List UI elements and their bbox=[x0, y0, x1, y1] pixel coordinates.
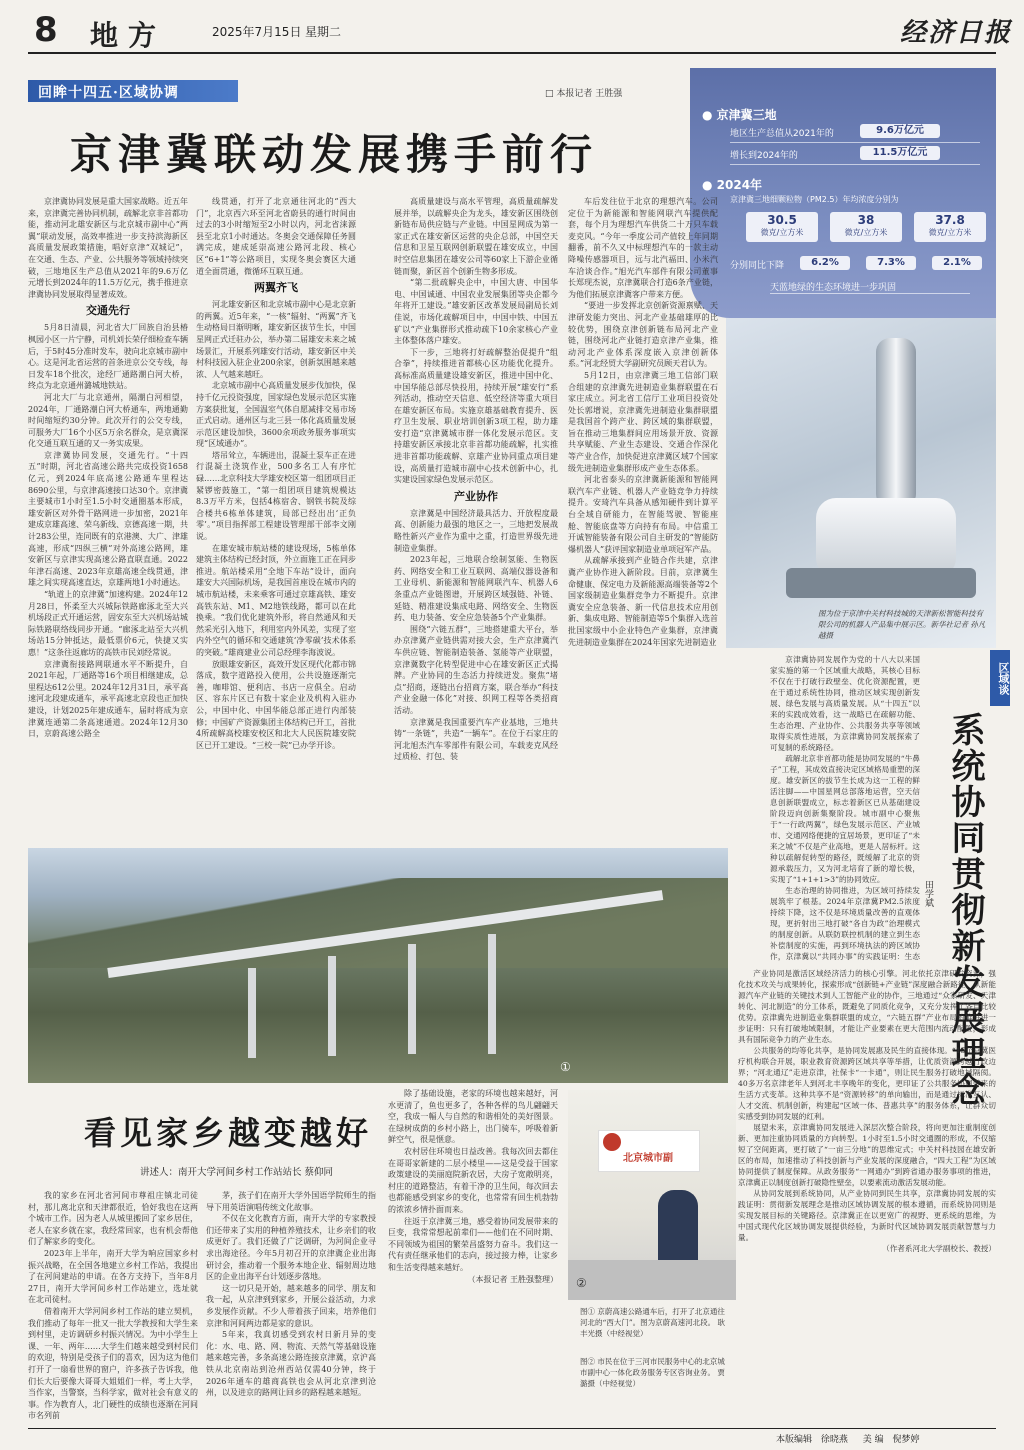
infobox-row1: 地区生产总值从2021年的 9.6万亿元 bbox=[730, 126, 980, 143]
photo-service-center bbox=[568, 1090, 736, 1300]
paragraph: 2023年上半年，南开大学为响应国家乡村振兴战略，在全国各地建立乡村工作站，我提出了在河间建站的申请。在各方支持下，当年8月27日，南开大学河间乡村工作站建立，选址就在北司徒村。 bbox=[28, 1248, 198, 1305]
infobox bbox=[690, 68, 996, 318]
viaduct-pillar bbox=[248, 968, 256, 1058]
commentary-col-top bbox=[770, 654, 920, 962]
paragraph: 从疏解承接到产业链合作共建，京津冀产业协作进入新阶段。目前，京津冀生命健康、保定电力及新能源高端装备等2个国家级制造业集群竞争力不断提升。京津冀安全应急装备、新一代信息技术应用创新、集成电路、智能制造等5个集群入选首批国家级中小企业特色产业集群，京津冀先进制造业集群在2024年国家先进制造业 bbox=[568, 556, 718, 647]
article-col-3 bbox=[394, 196, 558, 844]
masthead bbox=[0, 0, 1024, 52]
drop-value-1: 6.2% bbox=[800, 256, 850, 270]
feature-col-1 bbox=[28, 1190, 198, 1424]
issue-date: 2025年7月15日 bbox=[212, 25, 302, 39]
viaduct-pillar bbox=[328, 956, 336, 1056]
paragraph: 塔吊耸立，车辆进出，混凝土泵车正在进行混凝土浇筑作业，500多名工人有序忙碌……北京科技大学雄安校区第一组团项目正紧锣密鼓施工，“第一组团项目建筑规模达8.3万平方米，包括4栋宿舍、钢铁书院及综合楼共6栋单体建筑，局部已经出出‘正负零’。”项目指挥部工程建设管理部干部李文刚说。 bbox=[196, 450, 356, 542]
feature-col-3 bbox=[388, 1088, 558, 1424]
paragraph: 不仅在文化教育方面，南开大学的专家教授们还带来了实用的种植养殖技术，让乡亲们的收成更好了。我们还做了广泛调研，为河间企业寻求出海途径。今年5月初召开的京津冀企业出海研讨会，推动着一个服务本地企业、辐射周边地区的企业出海平台计划逐步落地。 bbox=[206, 1214, 376, 1282]
paragraph: “第二批疏解央企中，中国大唐、中国华电、中国诚通、中国农业发展集团等央企都今年将开工建设。”雄安新区改革发展局副局长刘佳说，市场化疏解项目中，中国中铁、中国五矿以“产业集群形式推动疏下10余家核心产业主体整体落户雄安。 bbox=[394, 278, 558, 346]
counter-desk bbox=[568, 1260, 736, 1300]
issue-weekday: 星期二 bbox=[305, 25, 342, 39]
paragraph: 公共服务的均等化共享，是协同发展惠及民生的直接体现。“15个京冀医疗机构联合开展，职业教育资源跨区域共享等举措，让优质资源跨越行政边界；“河北通辽”走进京津，社保卡“一卡通”，则让民生服务打破地域隔阂。40多万名京津老年人到河北丰享晚年的变化，更印证了公共服务协同带来的生活方式变革。这种共享不是“资源转移”的单向输出，而是通过标准互认、人才交流、机制创新，构建起“区域一体、普惠共享”的服务体系，让群众切实感受到协同发展的红利。 bbox=[738, 1046, 996, 1121]
paragraph: 我的家乡在河北省河间市尊祖庄镇北司徒村，那儿离北京和天津都很近，恰好我也在这两个城市工作。因为老人从城里搬回了家乡居住，老人在家乡就在家，我经常回家，也有机会帮他们了解家乡的变化。 bbox=[28, 1191, 198, 1247]
paragraph: 产业协同是激活区域经济活力的核心引擎。河北依托京津研发资源，强化技术攻关与成果转化，探索形成“创新链+产业链”深度融合新路径。从新能源汽车产业链的关键技术到人工智能产业的协作，三地通过“众家研发、天津转化、河北制造”的分工体系，既避免了同质化竞争，又充分发挥了各自比较优势。京津冀先进制造业集群联盟的成立，“六链五群”产业布局的推进进一步证明：只有打破地域限制，才能让产业要素在更大范围内流动配置，形成具有国际竞争力的产业生态。 bbox=[738, 969, 996, 1044]
paragraph: 下一步，三地将打好疏解整治促提升“组合拳”，持续推进首都核心区功能优化提升。高标准高质量建设雄安新区，推进中国中化、中国华能总部尽快投用，持续开展“雄安行”系列活动，推动空天信息、低空经济等重大项目在雄安新区布局。实施京雄基础教育提升、医疗卫生发展、职业培训创新3项工程，助力雄安打造“京津冀城市群一体化发展示范区。支持雄安新区承接北京非首都功能疏解，扎实推进非首都功能疏解、京雄产业协同重点项目建设，高质量打造城市副中心技术创新中心，扎实建设国家绿色发展示范区。 bbox=[394, 347, 558, 485]
paragraph: 农村居住环境也日益改善。我每次回去都住在哥哥家新建的二层小楼里——这是受益于国家政策建设的美丽庭院新农居，大房子宽敞明亮，村庄的道路整洁，有着干净的卫生间，每次回去也都能感受到家乡的变化，也常常有回生机勃勃的浓浓乡情扑面而来。 bbox=[388, 1146, 558, 1214]
series-tag bbox=[28, 80, 238, 102]
feature-headline: 看见家乡越变越好 bbox=[84, 1114, 373, 1152]
paragraph: 河北省泰头的京津冀新能源和智能网联汽车产业链、机器人产业链竞争力持续提升。安琦汽车具备从感知硬件到计算平台全域自研能力，在智能驾驶、智能座舱、智能底盘等方向持有布局。中信重工开诚智能装备有限公司自主研发的“智能防爆机器人”获评国家制造业单项冠军产品。 bbox=[568, 475, 718, 554]
byline-text: 本报记者 王胜强 bbox=[556, 89, 623, 99]
paragraph: 京津冀是中国经济最具活力、开放程度最高、创新能力最强的地区之一，三地把发展战略性新兴产业作为重中之重，打造世界级先进制造业集群。 bbox=[394, 508, 558, 553]
paragraph: 在雄安城市航站楼的建设现场，5栋单体建筑主体结构已经封顶，外立面施工正在同步推进。航站楼采用“全地下车站”设计，面向雄安大兴国际机场，是我国首座设在城市内的城市航站楼，未来乘客可通过京雄高铁、雄安高铁东站、M1、M2地铁线路，都可以在此换乘。“我们优化建筑外形，将自然通风和天然采光引入地下，利用室内外风差，实现了室内外空气的循环和交通建筑‘净零碳’技术体系的突破。”雄商建业公司总经理李海波说。 bbox=[196, 543, 356, 657]
robot-base-shape bbox=[786, 568, 976, 598]
paragraph: 围绕“六链五群”，三地搭建重大平台，举办京津冀产业链供需对接大会，生产京津冀汽车供应链、智能制造装备、氢能等产业联盟，京津冀数字化转型促进中心在雄安新区正式揭牌。产业协同的生态活力持续迸发。聚焦“堵点”招商，逐链出台招商方案，联合举办“科技产业金融一体化”对接、织网工程等各类招商活动。 bbox=[394, 624, 558, 715]
paragraph: 展望未来，京津冀协同发展进入深层次整合阶段，将向更加注重制度创新、更加注重协同质量的方向转型。1小时至1.5小时交通圈的形成，不仅缩短了空间距离，更打破了“一亩三分地”的思维定式；中关村科技园在雄安新区的布局，加速推动了科技创新与产业发展的深度融合，“四大工程”为区域协同提供了制度保障。从政务服务“一网通办”到跨省通办服务事项的推进，京津冀正以制度创新打破隐性壁垒，以要素流动激活发展动能。 bbox=[738, 1123, 996, 1187]
infobox-footer: 天蓝地绿的生态环境进一步巩固 bbox=[770, 280, 970, 294]
paragraph: “轨道上的京津冀”加速构建。2024年12月28日，怀柔至大兴城际铁路廊涿北至大兴机场段正式开通运营，固安东至大兴机场站城际铁路联络线同步开通。“廊涿北站至大兴机场站15分钟抵达，最低票价6元，快捷又实惠！”这条往返廊坊的高铁市民刘经常说。 bbox=[28, 590, 188, 657]
paragraph: 往返于京津冀三地，感受着协同发展带来的巨变，我常常想起前辈们——他们在不同时期、不同领域为祖国的繁荣昌盛努力奋斗。我们这一代有责任继承他们的志向，接过接力棒，让家乡和生活变得越来越好。 bbox=[388, 1216, 558, 1272]
paragraph: 京津冀衔接路网联通水平不断提升，自2021年起，厂通路等16个项目相继建成，总里程达612公里。2024年12月31日，承平高速河北段建成通车，承平高速北京段也正加快建设，计划2025年建成通车，届时将成为京津冀连通第二条高速通道。2024年12月30日，京蔚高速公路全 bbox=[28, 659, 188, 739]
photo2-caption: 图① 京蔚高速公路通车后，打开了北京通往河北的“西大门”。图为京蔚高速河北段。 耿丰光摄（中经视觉） bbox=[580, 1307, 726, 1338]
subheading: 两翼齐飞 bbox=[254, 281, 298, 295]
infobox-title: ● 京津冀三地 bbox=[702, 108, 777, 122]
byline bbox=[545, 86, 622, 99]
commentary-tag: 区域谈 bbox=[990, 650, 1010, 706]
paragraph: 2023年起，三地联合绘制氢能、生物医药、网络安全和工业互联网、高端仪器设备和工业母机、新能源和智能网联汽车、机器人6条重点产业链图谱，开展跨区域强链、补链、延链、精准建设集成电路、网络安全、生物医药、电力装备、安全应急装备5个产业集群。 bbox=[394, 555, 558, 623]
paragraph: 5年来，我真切感受到农村日新月异的变化：水、电、路、网、物流、天然气等基础设施越来越完善，多条高速公路连接京津冀，京沪高铁从北京南站到沧州西站仅需40分钟，终于2026年通车的雄商高铁也会从河北京津到沧州，以及进京的路网让回乡的路程越来越短。 bbox=[206, 1330, 376, 1398]
paragraph: 河北大厂与北京通州，隔潮白河相望，2024年，厂通路潮白河大桥通车，两地通勤时间缩短约30分钟。此次开行的公交专线，可服务大厂16个小区5万余名群众，是京冀深化交通互联互通的又一务实成果。 bbox=[28, 392, 188, 449]
viaduct-pillar bbox=[488, 934, 496, 1054]
commentary-author: 田学斌 bbox=[923, 880, 933, 907]
paragraph: “要进一步发挥北京创新资源禀赋、天津研发能力突出、河北产业基础雄厚的比较优势，围绕京津创新链布局河北产业链，围绕河北产业链打造京津产业集，推动河北产业体系深度嵌入京津创新体系。”河北经贸大学副研究员顾天君认为。 bbox=[568, 301, 718, 369]
drop-value-2: 7.3% bbox=[866, 256, 916, 270]
pm-value-3: 37.8 微克/立方米 bbox=[914, 212, 986, 242]
paragraph: 京津冀是我国重要汽车产业基地，三地共铸“一条链”，共造“一辆车”。在位于石家庄的河北旭杰汽车零部件有限公司，车载麦克风经过质检、打包、装 bbox=[394, 717, 558, 762]
logo-mark bbox=[603, 1133, 621, 1151]
page-number: 8 bbox=[34, 10, 58, 50]
article-col-1 bbox=[28, 196, 188, 844]
paragraph: 生态治理的协同推进，为区域可持续发展筑牢了根基。2024年京津冀PM2.5浓度持续下降，这不仅是环境质量改善的直观体现，更折射出三地打破“各自为政”治理模式的制度创新。从联防联控机制的建立到生态补偿制度的实施，再到环境执法的跨区域协作，京津冀以“共同办事”的实践证明：生态 bbox=[770, 886, 920, 961]
subheading: 产业协作 bbox=[454, 489, 498, 503]
paragraph: 河北雄安新区和北京城市副中心是北京新的两翼。近5年来，“一核”辐射、“两翼”齐飞生动格局日渐明晰，雄安新区拔节生长，中国星网正式迁驻办公，举办第二届雄安未来之城场景汇，开展系列雄安行活动，雄安新区中关村科技园入驻企业200余家，创新氛围越来越浓、人气越来越旺。 bbox=[196, 300, 356, 379]
article-col-2 bbox=[196, 196, 356, 844]
logo-sign bbox=[598, 1130, 700, 1172]
photo1-caption: 图为位于京津中关村科技城的天津新松智能科技有限公司的机器人产品集中展示区。新华社记者 孙凡越摄 bbox=[818, 609, 986, 640]
paragraph: 疏解北京非首都功能是协同发展的“牛鼻子”工程，其成效直接决定区域格局重塑的深度。雄安新区的拔节生长成为这一工程的鲜活注脚——中国星网总部落地运营，空天信息创新联盟成立，标志着新区已从基础建设阶段迈向创新集聚阶段。城市副中心聚焦于“一行政两翼”，绿色发展示范区、产业城市、交通网络便捷的宜居场景，更印证了“未来之城”不仅是产业高地，更是人居标杆。这种以疏解促转型的路径，既缓解了北京的资源承载压力，又为河北培育了新的增长极，实现了“1+1+1>3”的协同效应。 bbox=[770, 754, 920, 884]
photo3-marker: ② bbox=[576, 1276, 587, 1290]
paragraph: 借着南开大学河间乡村工作站的建立契机，我们推动了每年一批又一批大学教授和大学生来到村里，走访调研乡村振兴情况。为中小学生上课、一年、两年……大学生们越来越受到村民们的欢迎，特别是受孩子们的喜欢，因为这为他们打开了一扇看世界的窗户，许多孩子告诉我，他们长大后要像大哥哥大姐姐们一样，考上大学，当作家，当警察，当科学家，做对社会有意义的事。作为教育人，北门硬性的成绩也逐渐在河间市名列前 bbox=[28, 1306, 198, 1421]
dot-icon: ● bbox=[702, 178, 717, 192]
byline-box-icon: □ bbox=[545, 89, 557, 99]
masthead-rule bbox=[28, 52, 996, 54]
paragraph: 5月8日清晨，河北省大厂回族自治县椿枫园小区一片宁静，司机刘长荣仔细检查车辆后，于5时45分准时发车，驶向北京城市副中心。这是河北省运营的首条进京公交专线，每日发车18个批次，途经厂通路潮白河大桥，终点为北京通州潞城地铁站。 bbox=[28, 323, 188, 391]
paragraph: 放眼雄安新区，高效开发区现代化都市锦落成，数字道路投入使用，公共设施逐渐完善，咖啡馆、便利店、书店一应俱全。启动区、容东片区已有数十家企业及机构入驻办公，中国中化、中国华能总部正进行内部装修；中国矿产资源集团主体结构已开工，首批4所疏解高校雄安校区和北大人民医院雄安院区已开工建设。“三校一院”已办学开诊。 bbox=[196, 659, 356, 750]
infobox-row2: 增长到2024年的 11.5万亿元 bbox=[730, 148, 980, 165]
commentary-col-bottom bbox=[738, 968, 996, 1420]
paragraph: 京津冀协同发展是重大国家战略。近五年来，京津冀完善协同机制，疏解北京非首都功能，推动河北雄安新区与北京城市副中心“两翼”联动发展，高效率推进一步支持滨海新区高质量发展政策措施，唱好京津“双城记”，在交通、生态、产业、公共服务等领域持续突破，三地地区生产总值从2021年的9.6万亿元增长到2024年的11.5万亿元，携手推进京津冀协同发展取得显著成效。 bbox=[28, 197, 188, 299]
paragraph: 除了基础设施，老家的环境也越来越好，河水更清了，鱼也更多了，各种各样的鸟儿翩翩天空，我成一幅人与自然的和谐相处的美好图景。在绿树成荫的乡村小路上，出门骑车，呼吸着新鲜空气，很是惬意。 bbox=[388, 1089, 558, 1145]
paragraph: 北京城市副中心高质量发展步伐加快，保持千亿元投资强度，国家绿色发展示范区实施方案获批复，全国温室气体自愿减排交易市场正式启动。通州区与北三县一体化高质量发展示范区建设加快，3600余项政务服务事项实现“区域通办”。 bbox=[196, 381, 356, 449]
paragraph: 京津冀协同发展作为党的十八大以来国家实施的第一个区域重大战略，其核心目标不仅在于打破行政壁垒、优化资源配置，更在于通过系统性协同，推动区域实现创新发展、绿色发展与高质量发展。从“十四五”以来的实践成效看，这一战略已在疏解功能、生态治理、产业协作、公共服务共享等领域取得实质性进展，为京津冀协同发展探索了可复制的系统路径。 bbox=[770, 655, 920, 752]
paragraph: 从协同发展到系统协同，从产业协同到民生共享，京津冀协同发展的实践证明：贯彻新发展理念是推动区域协调发展的根本遵循，而系统协同则是实现发展目标的关键路径。京津冀正在以更宽广的视野、更系统的思维，为中国式现代化区域协调发展提供经验，为新时代区域协调发展贡献智慧与力量。 bbox=[738, 1189, 996, 1242]
section-title: 地方 bbox=[90, 19, 167, 52]
staff-figure bbox=[658, 1190, 698, 1270]
footer-rule bbox=[28, 1428, 996, 1429]
commentary-title: 系统协同贯彻新发展理念 bbox=[945, 712, 985, 1108]
pm-value-1: 30.5 微克/立方米 bbox=[746, 212, 818, 242]
paper-logo: 经济日报 bbox=[900, 18, 1013, 48]
feature-note: （本报记者 王胜强整理） bbox=[467, 1274, 558, 1284]
paragraph: 茅，孩子们在南开大学外国语学院师生的指导下用英语演唱传统文化故事。 bbox=[206, 1191, 376, 1212]
pm-value-2: 38 微克/立方米 bbox=[830, 212, 902, 242]
paragraph: 京津冀协同发展，交通先行。“十四五”时期，河北省高速公路共完成投资1658亿元，到2024年底高速公路通车里程达8690公里，与京津高速接口达30个。京津冀主要城市1小时至1.5小时交通圈基本形成，雄安新区对外骨干路网进一步加密，2021年建成京雄高速、荣乌新线、京德高速一期，共计283公里，连同既有的京港澳、大广、津雄高速，形成“四纵三横”对外高速公路网，雄安新区与京津实现高速公路直联直通。2022年津石高速、2023年京雄高速全线贯通，津雄之间实现高速直达，京雄两地1小时通达。 bbox=[28, 450, 188, 588]
paragraph: 线贯通，打开了北京通往河北的“西大门”，北京西六环至河北省蔚县的通行时间由过去的3小时缩短至2小时以内，河北省涞源县至北京1小时通达。冬奥会交通保障任务圆满完成，建成延崇高速公路河北段、核心区“6+1”等公路项目，实现冬奥会赛区大通道全面贯通，微循环互联互通。 bbox=[196, 197, 356, 276]
viaduct-pillar bbox=[408, 944, 416, 1054]
infobox-pm-label: 京津冀三地细颗粒物（PM2.5）年均浓度分别为 bbox=[730, 195, 899, 204]
photo-highway bbox=[28, 848, 728, 1083]
headline: 京津冀联动发展携手前行 bbox=[70, 130, 599, 179]
mountain-shape bbox=[28, 878, 728, 968]
photo3-caption: 图② 市民在位于三河市民服务中心的北京城市副中心一体化政务服务专区咨询业务。 贾 潞摄（中经视觉） bbox=[580, 1357, 725, 1388]
infobox-drop-label: 分别同比下降 bbox=[730, 261, 785, 271]
series-tag-text: 回眸十四五·区域协调 bbox=[38, 85, 179, 101]
subheading: 交通先行 bbox=[86, 304, 130, 318]
feature-col-2 bbox=[206, 1190, 376, 1424]
paragraph: 5月12日，由京津冀三地工信部门联合组建的京津冀先进制造业集群联盟在石家庄成立。河北省工信厅工业项目投资处处长郭增说，京津冀先进制造业集群联盟是我国首个跨产业、跨区域的集群联盟，旨在推动三地集群间应用场景开放、资源共享赋能、产业生态建设、交通合作深化等产业合作，加快促进京津冀区域7个国家级先进制造业集群形成产业生态体系。 bbox=[568, 370, 718, 473]
robot-arm-shape bbox=[876, 338, 916, 508]
sign-text: 北京城市副 bbox=[623, 1153, 673, 1164]
drop-value-3: 2.1% bbox=[932, 256, 982, 270]
footer-credits: 本版编辑 徐晓燕 美 编 倪梦婷 bbox=[776, 1435, 920, 1445]
feature-byline: 讲述人：南开大学河间乡村工作站站长 蔡仰同 bbox=[140, 1167, 334, 1178]
article-col-4 bbox=[568, 196, 718, 844]
robot-head-shape bbox=[816, 498, 956, 578]
author-note: （作者系河北大学副校长、教授） bbox=[882, 1244, 996, 1253]
paragraph: 高质量建设与高水平管理，高质量疏解发展并举，以疏解央企为龙头，雄安新区围绕创新链布局供应链与产业链。中国星网成为第一家正式在雄安新区运营的央企总部，中国空天信息和卫星互联网创新联盟在雄安成立，中国时空信息集团在雄安公司等60家上下游企业循链而聚，新区首个创新生物多形成。 bbox=[394, 197, 558, 276]
dot-icon: ● bbox=[702, 108, 717, 122]
photo-robot-products bbox=[726, 318, 996, 648]
paragraph: 这一切只是开始，越来越多的同学、朋友和我一起，从京津到到家乡，开展公益活动，力求乡发展作贡献。不少人带着孩子回来，培养他们京津和河间两边都是家的意识。 bbox=[206, 1283, 376, 1328]
paragraph: 车后发往位于北京的理想汽车。公司定位于为新能源和智能网联汽车提供配套，每个月为理想汽车供货二十万只车载麦克风。“今年一季度公司产值较上年同期翻番，前不久又中标理想汽车的一款主动降噪传感器项目，远与北汽福田、小米汽车洽谈合作。”旭光汽车部件有限公司董事长郑现杰说，京津冀联合打造6条产业链，为他们拓展京津冀客户带来方便。 bbox=[568, 197, 718, 299]
photo2-marker: ① bbox=[560, 1060, 571, 1074]
infobox-year: ● 2024年 bbox=[702, 178, 763, 192]
